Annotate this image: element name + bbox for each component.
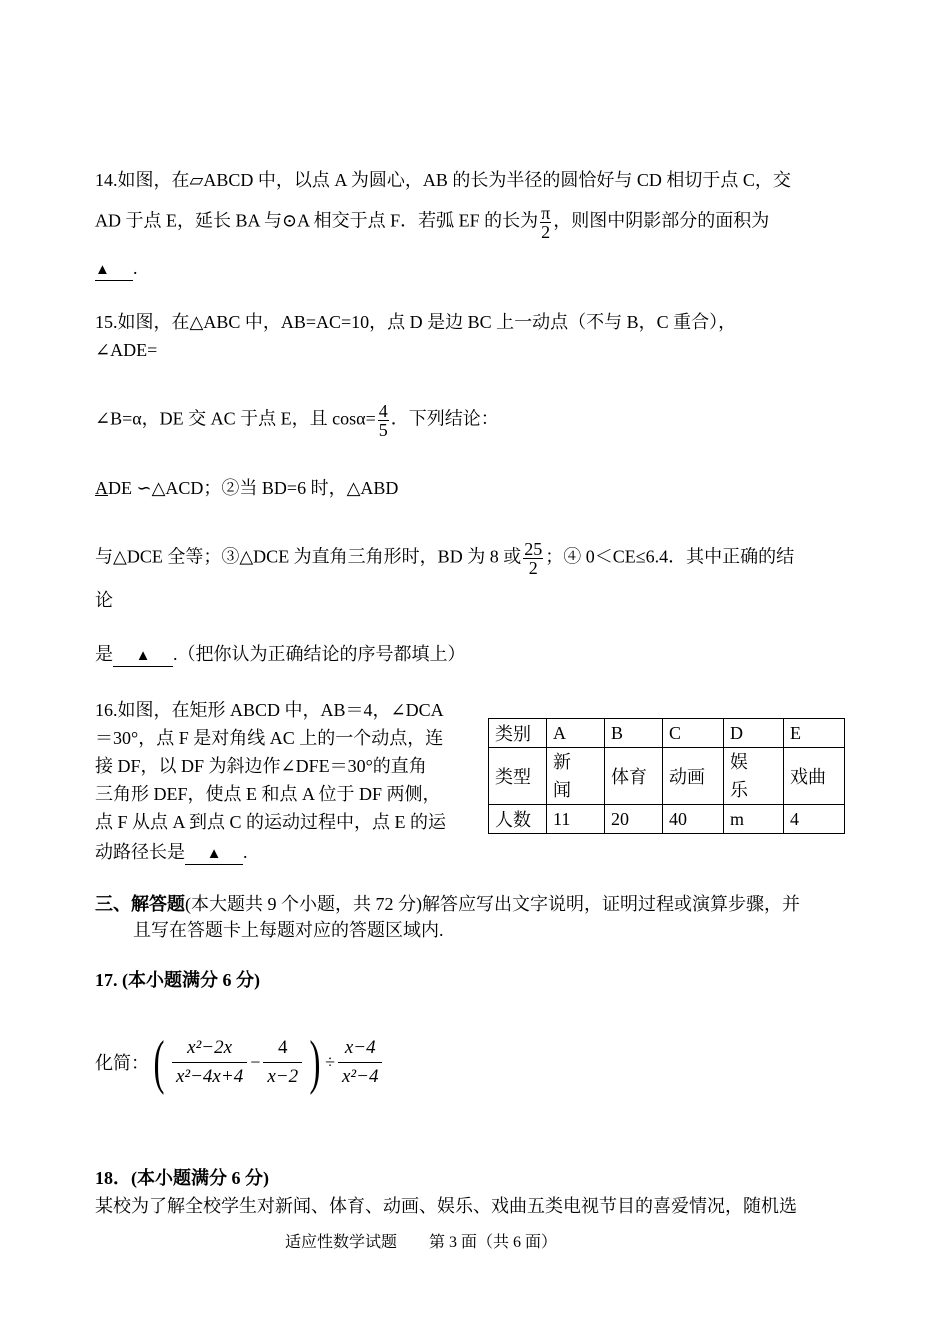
table-cell: 体育 — [605, 748, 663, 805]
q15-line6: 论 — [95, 590, 113, 610]
left-paren: ( — [153, 1029, 165, 1095]
q15-line5 — [95, 540, 794, 577]
q15-line4-b: DE ∽△ACD；②当 BD=6 时，△ABD — [108, 478, 399, 498]
table-cell: C — [663, 719, 724, 748]
q15-answer-blank[interactable]: ▲ — [113, 646, 173, 667]
q14-end: . — [133, 258, 138, 278]
q18-line1: 某校为了解全校学生对新闻、体育、动画、娱乐、戏曲五类电视节目的喜爱情况，随机选 — [95, 1196, 797, 1216]
q15-line5-pre: 与△DCE 全等；③△DCE 为直角三角形时，BD 为 8 或 — [95, 546, 522, 567]
table-cell: 20 — [605, 805, 663, 834]
q17-expression — [95, 1029, 385, 1095]
q16-answer-blank[interactable]: ▲ — [185, 844, 243, 865]
q14-line2-pre: AD 于点 E，延长 BA 与⊙A 相交于点 F．若弧 EF 的长为 — [95, 210, 539, 231]
table-row — [489, 805, 845, 834]
q14-frac-num: π — [541, 203, 551, 223]
category-table — [488, 718, 845, 834]
table-cell: D — [724, 719, 784, 748]
table-cell: 人数 — [489, 805, 547, 834]
q15-line3-post: ．下列结论： — [390, 408, 499, 429]
q17-f3-num: x−4 — [344, 1036, 376, 1058]
q17-f1-den: x²−4x+4 — [172, 1062, 247, 1088]
q16-line6 — [95, 840, 248, 865]
q15-line3 — [95, 402, 499, 439]
q16-line3: 接 DF，以 DF 为斜边作∠DFE＝30°的直角 — [95, 756, 427, 776]
page-footer — [285, 1229, 557, 1252]
q15-line4 — [95, 476, 398, 500]
table-cell: 类型 — [489, 748, 547, 805]
table-row — [489, 719, 845, 748]
q15-line3-pre: ∠B=α，DE 交 AC 于点 E，且 cosα= — [95, 408, 376, 429]
q17-f3-den: x²−4 — [338, 1062, 382, 1088]
q15-line7-post: .（把你认为正确结论的序号都填上） — [173, 644, 466, 664]
table-row — [489, 748, 845, 805]
table-cell: A — [547, 719, 605, 748]
q17-title: 17. (本小题满分 6 分) — [95, 970, 260, 990]
q17-div: ÷ — [325, 1051, 335, 1072]
q16-last-pre: 动路径长是 — [95, 842, 185, 862]
q16-line5: 点 F 从点 A 到点 C 的运动过程中，点 E 的运 — [95, 812, 447, 832]
q16-line1: 16.如图，在矩形 ABCD 中，AB＝4，∠DCA — [95, 700, 444, 720]
q14-frac-den: 2 — [541, 222, 551, 242]
q17-fraction-1 — [172, 1037, 247, 1088]
footer-title: 适应性数学试题 — [285, 1234, 398, 1251]
table-cell: m — [724, 805, 784, 834]
section3-line2: 且写在答题卡上每题对应的答题区域内. — [133, 920, 444, 940]
table-cell: E — [784, 719, 845, 748]
table-cell: 戏曲 — [784, 748, 845, 805]
table-cell: 动画 — [663, 748, 724, 805]
section3-text: (本大题共 9 个小题，共 72 分)解答应写出文字说明，证明过程或演算步骤，并 — [185, 894, 800, 914]
right-paren: ) — [309, 1029, 321, 1095]
q15-line7-pre: 是 — [95, 644, 113, 664]
q15-line5-post: ；④ 0＜CE≤6.4．其中正确的结 — [545, 546, 795, 567]
q17-f1-num: x²−2x — [187, 1036, 233, 1058]
table-cell: B — [605, 719, 663, 748]
table-cell: 11 — [547, 805, 605, 834]
q15-line2: ∠ADE= — [95, 340, 158, 360]
q15-frac-den: 5 — [378, 420, 388, 440]
q14-answer-blank[interactable]: ▲ — [95, 260, 133, 281]
table-cell: 新 闻 — [547, 748, 605, 805]
q16-line2: ＝30°，点 F 是对角线 AC 上的一个动点，连 — [95, 728, 444, 748]
q14-line2-post: ，则图中阴影部分的面积为 — [553, 210, 770, 231]
q17-fraction-2 — [263, 1037, 302, 1088]
q16-line4: 三角形 DEF，使点 E 和点 A 位于 DF 两侧， — [95, 784, 441, 804]
section3-title: 三、解答题 — [95, 894, 185, 914]
table-cell: 类别 — [489, 719, 547, 748]
q14-answer-line — [95, 256, 138, 281]
table-cell: 4 — [784, 805, 845, 834]
q16-last-post: . — [243, 842, 248, 862]
q15-fraction-2 — [523, 540, 543, 577]
q17-f2-num: 4 — [277, 1036, 288, 1058]
q17-label: 化简： — [95, 1053, 149, 1073]
q15-frac-num: 4 — [378, 401, 388, 421]
q15-frac2-den: 2 — [523, 558, 543, 577]
footer-page-number: 第 3 面（共 6 面） — [429, 1234, 558, 1251]
section3-line1 — [95, 892, 800, 916]
q15-line4-a: A — [95, 478, 108, 498]
q18-title: 18．(本小题满分 6 分) — [95, 1168, 269, 1188]
q17-minus: − — [250, 1051, 261, 1072]
table-cell: 娱 乐 — [724, 748, 784, 805]
q14-line1: 14.如图，在▱ABCD 中，以点 A 为圆心，AB 的长为半径的圆恰好与 CD 相切于点 C，交 — [95, 170, 791, 190]
q14-line2 — [95, 204, 769, 241]
q15-fraction — [378, 402, 389, 439]
q15-line7 — [95, 642, 466, 667]
q15-frac2-num: 25 — [524, 539, 543, 559]
q17-fraction-3 — [338, 1037, 382, 1088]
table-cell: 40 — [663, 805, 724, 834]
q17-f2-den: x−2 — [263, 1062, 302, 1088]
q14-fraction — [540, 204, 551, 241]
q15-line1: 15.如图，在△ABC 中，AB=AC=10，点 D 是边 BC 上一动点（不与 B，C 重合）， — [95, 312, 737, 332]
